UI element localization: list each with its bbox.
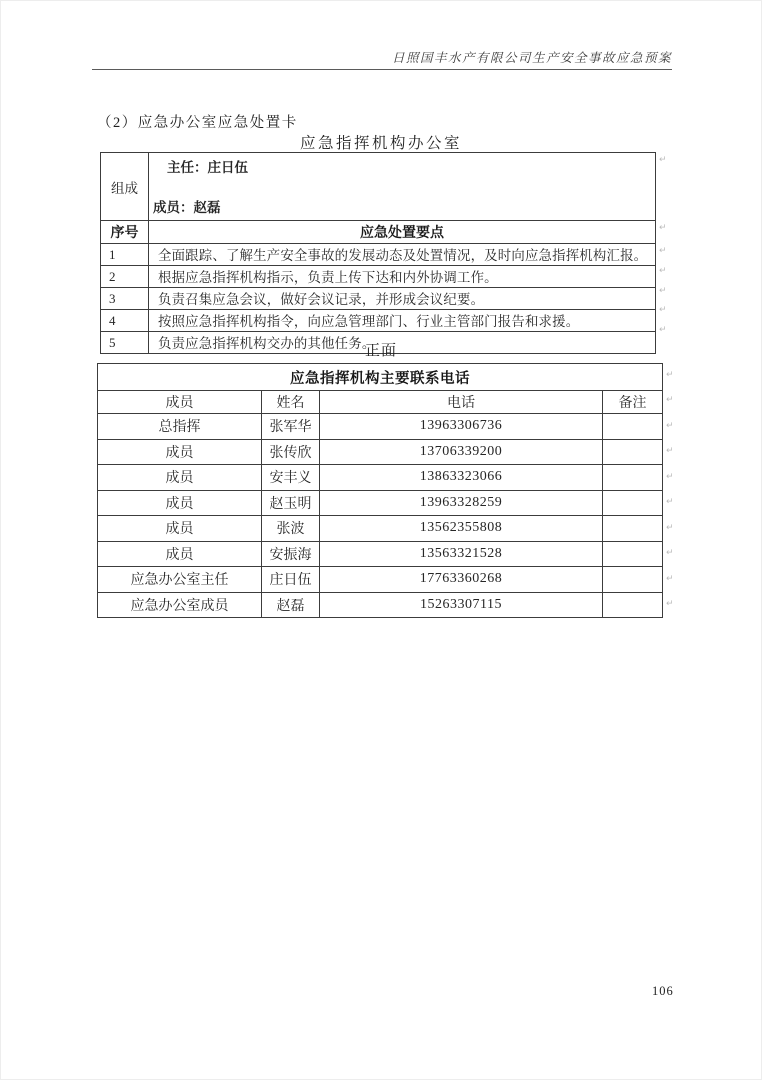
cell-point: 负责应急指挥机构交办的其他任务。 <box>149 332 656 354</box>
line-break-mark <box>659 224 667 233</box>
header-rule <box>92 69 672 70</box>
cell-phone: 13863323066 <box>320 465 603 491</box>
front-side-label: 正面 <box>364 343 397 359</box>
col-header-no: 序号 <box>101 221 149 244</box>
cell-role: 成员 <box>98 439 262 465</box>
cell-role: 总指挥 <box>98 414 262 440</box>
cell-name: 张传欣 <box>262 439 320 465</box>
cell-role: 成员 <box>98 465 262 491</box>
table-row <box>101 244 656 266</box>
line-break-mark <box>659 267 667 276</box>
composition-label-cell: 组成 <box>101 153 149 221</box>
cell-no: 3 <box>101 288 149 310</box>
cell-phone: 13562355808 <box>320 516 603 542</box>
line-break-mark <box>666 422 674 431</box>
col-header-name: 姓名 <box>262 391 320 414</box>
cell-role: 成员 <box>98 490 262 516</box>
line-break-mark <box>666 575 674 584</box>
cell-phone: 17763360268 <box>320 567 603 593</box>
cell-name: 张波 <box>262 516 320 542</box>
line-break-mark <box>666 600 674 609</box>
director-line: 主任：庄日伍 <box>167 159 248 175</box>
table-header-row <box>98 391 663 414</box>
table-row <box>98 516 663 542</box>
table-row <box>98 567 663 593</box>
phone-list-table <box>97 363 663 618</box>
table-row <box>101 288 656 310</box>
cell-no: 4 <box>101 310 149 332</box>
cell-role: 应急办公室成员 <box>98 592 262 618</box>
cell-name: 安丰义 <box>262 465 320 491</box>
cell-name: 赵磊 <box>262 592 320 618</box>
cell-phone: 13963328259 <box>320 490 603 516</box>
cell-point: 根据应急指挥机构指示，负责上传下达和内外协调工作。 <box>149 266 656 288</box>
table-row <box>101 153 656 221</box>
line-break-mark <box>659 247 667 256</box>
cell-remark <box>603 439 663 465</box>
running-header-title: 日照国丰水产有限公司生产安全事故应急预案 <box>391 51 672 65</box>
cell-remark <box>603 490 663 516</box>
table-row <box>98 439 663 465</box>
cell-name: 赵玉明 <box>262 490 320 516</box>
table-row <box>101 310 656 332</box>
table-row <box>98 592 663 618</box>
duty-card-table <box>100 152 656 354</box>
table-header-row <box>101 221 656 244</box>
line-break-mark <box>659 156 667 165</box>
col-header-remark: 备注 <box>603 391 663 414</box>
member-line: 成员：赵磊 <box>153 199 221 215</box>
cell-phone: 15263307115 <box>320 592 603 618</box>
line-break-mark <box>666 396 674 405</box>
table-row <box>98 541 663 567</box>
cell-no: 5 <box>101 332 149 354</box>
cell-name: 庄日伍 <box>262 567 320 593</box>
line-break-mark <box>659 326 667 335</box>
table-row <box>98 465 663 491</box>
line-break-mark <box>666 371 674 380</box>
table-row <box>101 266 656 288</box>
line-break-mark <box>666 473 674 482</box>
line-break-mark <box>666 524 674 533</box>
cell-no: 1 <box>101 244 149 266</box>
composition-cell <box>149 153 656 221</box>
cell-point: 全面跟踪、了解生产安全事故的发展动态及处置情况，及时向应急指挥机构汇报。 <box>149 244 656 266</box>
cell-role: 成员 <box>98 541 262 567</box>
cell-name: 安振海 <box>262 541 320 567</box>
cell-phone: 13963306736 <box>320 414 603 440</box>
col-header-phone: 电话 <box>320 391 603 414</box>
cell-phone: 13706339200 <box>320 439 603 465</box>
cell-remark <box>603 592 663 618</box>
card-title: 应急指挥机构办公室 <box>299 135 462 152</box>
cell-remark <box>603 567 663 593</box>
phone-table-title: 应急指挥机构主要联系电话 <box>98 364 663 391</box>
table-row <box>98 414 663 440</box>
cell-remark <box>603 465 663 491</box>
cell-point: 按照应急指挥机构指令，向应急管理部门、行业主管部门报告和求援。 <box>149 310 656 332</box>
table-title-row <box>98 364 663 391</box>
cell-role: 成员 <box>98 516 262 542</box>
cell-remark <box>603 541 663 567</box>
table-row <box>98 490 663 516</box>
section-heading: （2）应急办公室应急处置卡 <box>97 115 298 131</box>
line-break-mark <box>659 287 667 296</box>
line-break-mark <box>666 549 674 558</box>
cell-role: 应急办公室主任 <box>98 567 262 593</box>
cell-remark <box>603 414 663 440</box>
col-header-member: 成员 <box>98 391 262 414</box>
cell-remark <box>603 516 663 542</box>
line-break-mark <box>659 306 667 315</box>
cell-point: 负责召集应急会议，做好会议记录，并形成会议纪要。 <box>149 288 656 310</box>
cell-no: 2 <box>101 266 149 288</box>
page-number: 106 <box>652 984 674 998</box>
col-header-points: 应急处置要点 <box>149 221 656 244</box>
cell-phone: 13563321528 <box>320 541 603 567</box>
line-break-mark <box>666 447 674 456</box>
cell-name: 张军华 <box>262 414 320 440</box>
line-break-mark <box>666 498 674 507</box>
